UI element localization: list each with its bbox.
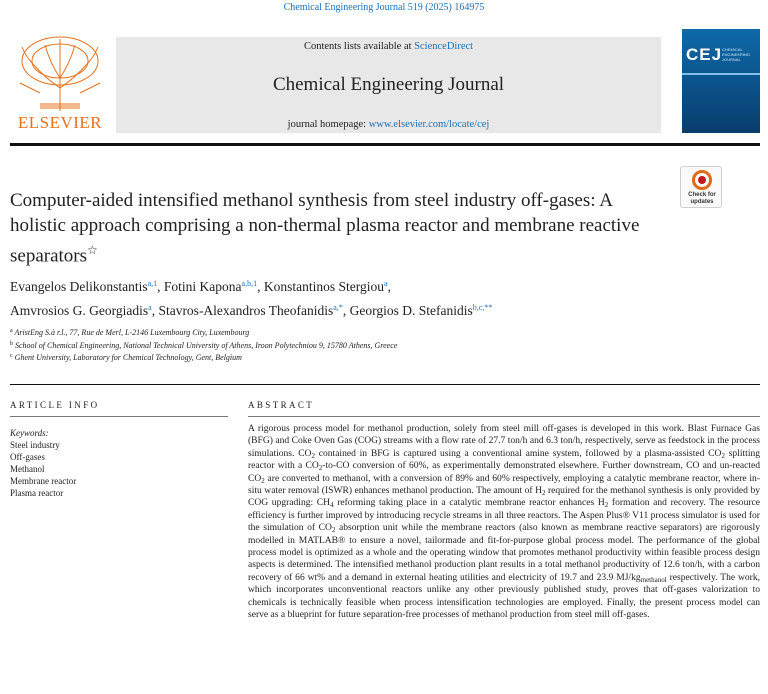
keyword-item: Plasma reactor	[10, 488, 64, 498]
contents-availability	[116, 41, 661, 52]
journal-homepage	[116, 119, 661, 130]
journal-banner	[116, 37, 661, 133]
journal-header	[10, 33, 760, 141]
abstract-segment: -to-CO conversion of 60%, as experimentally demonstrated elsewhere. Further downstream, CO and un-reacted CO	[248, 460, 760, 484]
subscript: 2	[331, 526, 336, 535]
author-affiliation-marker[interactable]: a,1	[147, 279, 158, 288]
abstract-segment: are converted to methanol, with a conversion of 89% and 60% respectively, employing a catalytic membrane reactor, where in-situ water removal (ISWR) enhances methanol production. The amount of H	[248, 472, 760, 497]
article-title	[10, 188, 670, 268]
author-name[interactable]: Georgios D. Stefanidis	[349, 303, 473, 318]
author-affiliation-marker[interactable]: a	[384, 279, 388, 288]
abstract-text	[248, 423, 760, 622]
article-info-heading: ARTICLE INFO	[10, 400, 100, 410]
journal-cover-thumbnail[interactable]	[682, 29, 760, 133]
keyword-item: Steel industry	[10, 440, 60, 450]
keywords-block	[10, 427, 228, 499]
homepage-prefix: journal homepage:	[287, 119, 369, 130]
affiliation-letter: c	[10, 353, 13, 359]
abstract-segment: contained in BFG is captured using a conventional amine system, followed by a plasma-assisted CO	[314, 447, 722, 459]
affiliation-letter: b	[10, 340, 13, 347]
abstract-segment: absorption unit while the membrane reactors (also known as membrane reactive separators) are rigorously modelled in MATLAB® to ensure a novel, tailormade and fit-for-purpose global process model. The performance of the global process model is optimized as a whole and the operating window that promotes methanol productivity within feasible process design aspects is determined. The intensified methanol production plant results in a total methanol productivity of 12.6 ton/h, with a carbon recovery of 66 wt% and a demand in external heating utilities and electricity of 19.7 and 23.9 MJ/kg	[248, 522, 760, 583]
elsevier-wordmark: ELSEVIER	[17, 113, 103, 132]
header-divider	[10, 143, 760, 146]
journal-title[interactable]: Chemical Engineering Journal	[272, 74, 505, 95]
affiliation-text: School of Chemical Engineering, National Technical University of Athens, Iroon Polytechniou 9, 15780 Athens, Greece	[15, 340, 398, 350]
check-updates-label	[681, 192, 723, 206]
check-for-updates-button[interactable]	[680, 166, 722, 208]
affiliation-text: AristEng S.à r.l., 77, Rue de Merl, L-2146 Luxembourg City, Luxembourg	[14, 328, 250, 337]
author-list: Evangelos Delikonstantis$^{a,1}$, Fotini Kapona$^{a,b,1}$, Konstantinos Stergiou$^a$, Amvrosios G. Georgiadis$^a$, Stavros-Alexandros Theofanidis$^{a,*}$, Georgios D. Stefanidis$^{b,c,**}$	[10, 279, 493, 318]
subscript: 2	[541, 489, 546, 498]
author-name[interactable]: Stavros-Alexandros Theofanidis	[158, 303, 334, 318]
check-updates-icon	[692, 170, 712, 190]
subscript: 2	[311, 451, 315, 460]
subscript: methanol	[640, 575, 667, 584]
affiliation-item	[10, 339, 750, 352]
abstract-segment: respectively. The work, which incorporates unconventional reactors unlike any other previously published study, proves that off-gases valorization to chemicals is technically feasible when process intensification technologies are employed. Finally, the present process model can serve as a blueprint for future separation-free processes of methanol production from steel mill off-gases.	[248, 571, 760, 621]
abstract-segment: required for the methanol synthesis is only provided by COG upgrading: CH	[248, 485, 760, 509]
affiliation-item	[10, 326, 750, 339]
affiliation-letter: a	[10, 328, 13, 334]
author-affiliation-marker[interactable]: a,b,1	[241, 279, 258, 288]
subscript: 2	[318, 464, 323, 473]
author-name[interactable]: Fotini Kapona	[163, 279, 242, 294]
affiliation-text: Ghent University, Laboratory for Chemical Technology, Gent, Belgium	[14, 353, 242, 362]
subscript: 2	[261, 476, 265, 485]
elsevier-logo[interactable]	[10, 33, 110, 133]
sciencedirect-link[interactable]: ScienceDirect	[414, 41, 474, 52]
article-info-rule	[10, 416, 228, 417]
cover-stripe	[682, 73, 760, 75]
contents-prefix: Contents lists available at	[303, 41, 415, 52]
keywords-label: Keywords:	[10, 428, 49, 438]
abstract-rule	[248, 416, 760, 417]
subscript: 2	[604, 501, 609, 510]
subscript: 4	[330, 501, 334, 510]
author-affiliation-marker[interactable]: a	[148, 303, 152, 312]
section-divider	[10, 384, 760, 385]
keyword-item: Off-gases	[10, 452, 45, 462]
abstract-segment: A rigorous process model for methanol production, solely from steel mill off-gases is developed in this work. Blast Furnace Gas (BFG) and Coke Oven Gas (COG) streams with a flow rate of 27.7 ton/h and 6.3 ton/h, respectively, serve as feedstock in the process simulations. CO	[248, 423, 760, 459]
affiliation-list	[10, 326, 750, 364]
abstract-segment: splitting reactor with a CO	[248, 447, 761, 472]
abstract-heading: ABSTRACT	[248, 400, 315, 410]
keyword-item: Membrane reactor	[10, 476, 77, 486]
title-footnote-star[interactable]: ☆	[87, 243, 98, 257]
author-name[interactable]: Amvrosios G. Georgiadis	[10, 303, 149, 318]
abstract-segment: formation and recovery. The resource efficiency is further improved by introducing recycle streams in all three reactors. The Aspen Plus® V11 process simulator is used for the simulation of CO	[248, 497, 761, 534]
homepage-link[interactable]: www.elsevier.com/locate/cej	[368, 119, 490, 130]
affiliation-item	[10, 351, 750, 364]
author-name[interactable]: Evangelos Delikonstantis	[10, 279, 148, 294]
journal-citation[interactable]: Chemical Engineering Journal 519 (2025) 164975	[283, 2, 485, 13]
check-updates-line2: updates	[690, 199, 714, 205]
elsevier-tree-icon	[10, 33, 110, 113]
abstract-segment: reforming taking place in a catalytic membrane reactor enhances H	[333, 497, 605, 509]
check-updates-line1: Check for	[688, 192, 716, 198]
author-affiliation-marker[interactable]: a,*	[333, 303, 343, 312]
article-title-text: Computer-aided intensified methanol synthesis from steel industry off-gases: A holistic approach comprising a non-thermal plasma reactor and membrane reactive separators	[10, 190, 640, 267]
subscript: 2	[721, 451, 725, 460]
author-name[interactable]: Konstantinos Stergiou	[263, 279, 384, 294]
cover-subtitle: CHEMICAL ENGINEERING JOURNAL	[722, 47, 751, 62]
cover-abbrev: CEJ	[686, 45, 723, 64]
keyword-item: Methanol	[10, 464, 45, 474]
author-affiliation-marker[interactable]: b,c,**	[472, 303, 493, 312]
